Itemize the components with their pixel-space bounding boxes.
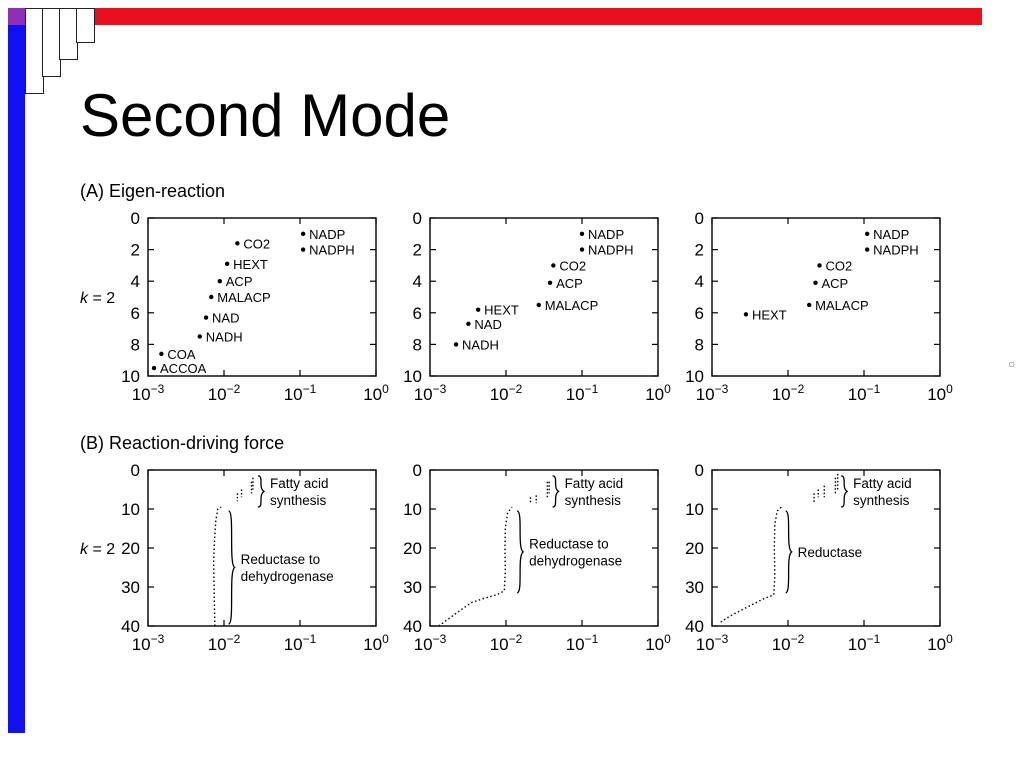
y-tick-label: 20 (403, 539, 422, 558)
data-point-label: CO2 (559, 258, 587, 274)
data-point (548, 281, 552, 285)
data-point-label: NADP (588, 226, 625, 242)
y-tick-label: 8 (694, 335, 704, 355)
panel-label: (B) Reaction-driving force (80, 433, 285, 453)
y-tick-label: 10 (685, 500, 704, 519)
annotation-label: dehydrogenase (529, 553, 623, 569)
annotation-label: Reductase (797, 544, 863, 560)
y-tick-label: 2 (130, 240, 140, 260)
y-tick-label: 4 (412, 272, 422, 292)
y-tick-label: 0 (412, 209, 422, 228)
data-point (454, 342, 458, 346)
x-tick-label: $10^{-2}$ (207, 382, 241, 404)
x-tick-label: $10^{-1}$ (565, 632, 599, 654)
x-tick-label: $10^{-3}$ (413, 632, 447, 654)
y-tick-label: 0 (694, 461, 704, 480)
chart-panel-a-3 (685, 209, 953, 404)
y-tick-label: 30 (403, 578, 422, 597)
data-point (744, 312, 748, 316)
y-tick-label: 40 (685, 617, 704, 636)
annotation-brace (553, 476, 559, 507)
data-point (235, 241, 239, 245)
annotation-label: synthesis (564, 492, 621, 508)
y-tick-label: 2 (694, 240, 704, 260)
x-tick-label: $10^{-2}$ (489, 632, 523, 654)
x-tick-label: $10^0$ (363, 632, 389, 654)
annotation-label: Fatty acid (853, 475, 912, 491)
x-tick-label: $10^0$ (645, 632, 671, 654)
data-point-label: NADPH (873, 242, 919, 258)
annotation-brace (841, 476, 847, 507)
x-tick-label: $10^{-2}$ (489, 382, 523, 404)
x-tick-label: $10^{-1}$ (283, 632, 317, 654)
data-curve (214, 507, 222, 626)
data-point (865, 247, 869, 251)
y-tick-label: 0 (412, 461, 422, 480)
data-curve (439, 507, 512, 626)
x-tick-label: $10^0$ (927, 632, 953, 654)
annotation-brace (786, 511, 792, 593)
data-point-label: HEXT (751, 307, 787, 323)
chart-panel-b-3 (685, 461, 953, 654)
y-tick-label: 40 (121, 617, 140, 636)
annotation-label: Reductase to (240, 552, 321, 567)
chart-panel-b-2 (403, 461, 671, 654)
row-label: k = 2 (80, 290, 116, 307)
y-tick-label: 0 (130, 209, 140, 228)
y-tick-label: 8 (130, 335, 140, 355)
data-point (807, 303, 811, 307)
y-tick-label: 30 (121, 578, 140, 597)
y-tick-label: 20 (121, 539, 140, 558)
chart-panel-a-2 (403, 209, 671, 404)
y-tick-label: 0 (694, 209, 704, 228)
data-point (159, 352, 163, 356)
data-point (198, 334, 202, 338)
data-point (152, 366, 156, 370)
annotation-label: dehydrogenase (240, 569, 334, 584)
annotation-label: synthesis (269, 492, 327, 508)
x-tick-label: $10^{-1}$ (847, 632, 881, 654)
x-tick-label: $10^{-3}$ (695, 382, 729, 404)
data-point-label: NAD (474, 316, 502, 332)
scan-artifact: ○ (1008, 357, 1016, 371)
data-point-label: ACP (821, 275, 849, 291)
annotation-brace (517, 511, 523, 593)
y-tick-label: 8 (412, 335, 422, 355)
x-tick-label: $10^0$ (363, 382, 389, 404)
data-point-label: NADP (309, 226, 346, 242)
y-tick-label: 6 (694, 303, 704, 323)
annotation-label: Fatty acid (269, 475, 329, 491)
y-tick-label: 40 (403, 617, 422, 636)
annotation-brace (229, 511, 235, 624)
data-point (476, 307, 480, 311)
data-point (551, 263, 555, 267)
data-point-label: NADPH (309, 242, 355, 258)
x-tick-label: $10^{-2}$ (771, 382, 805, 404)
x-tick-label: $10^{-3}$ (695, 632, 729, 654)
y-tick-label: 6 (412, 303, 422, 323)
data-point (580, 232, 584, 236)
y-tick-label: 10 (403, 500, 422, 519)
y-tick-label: 10 (403, 367, 422, 386)
x-tick-label: $10^{-1}$ (847, 382, 881, 404)
data-point-label: MALACP (815, 297, 869, 313)
row-label: k = 2 (80, 541, 116, 558)
data-point-label: ACCOA (160, 361, 207, 377)
y-tick-label: 4 (694, 272, 704, 292)
x-tick-label: $10^{-3}$ (131, 382, 165, 404)
x-tick-label: $10^0$ (645, 382, 671, 404)
data-point-label: CO2 (243, 236, 271, 252)
chart-panel-a-1 (80, 181, 389, 404)
data-point-label: MALACP (544, 297, 599, 313)
data-point (537, 303, 541, 307)
x-tick-label: $10^{-3}$ (413, 382, 447, 404)
data-point (209, 295, 213, 299)
data-point-label: MALACP (217, 290, 271, 305)
data-point (225, 262, 229, 266)
x-tick-label: $10^{-3}$ (131, 632, 165, 654)
y-tick-label: 10 (685, 367, 704, 386)
data-point (580, 247, 584, 251)
annotation-label: synthesis (853, 492, 910, 508)
y-tick-label: 2 (412, 240, 422, 260)
annotation-label: Fatty acid (564, 475, 624, 491)
annotation-label: Reductase to (529, 536, 609, 552)
data-point-label: NADH (462, 337, 499, 353)
panel-label: (A) Eigen-reaction (80, 181, 226, 201)
y-tick-label: 10 (121, 500, 140, 519)
annotation-brace (258, 476, 264, 507)
data-point-label: NADPH (588, 242, 634, 258)
data-point (865, 232, 869, 236)
data-point-label: HEXT (484, 302, 519, 318)
data-point (301, 247, 305, 251)
data-point-label: COA (167, 346, 196, 362)
data-point (813, 281, 817, 285)
y-tick-label: 6 (130, 303, 140, 323)
data-point-label: NADH (205, 329, 243, 345)
data-curve (721, 507, 782, 622)
x-tick-label: $10^{-1}$ (283, 382, 317, 404)
data-point-label: NAD (212, 310, 240, 326)
data-point (466, 322, 470, 326)
data-point-label: ACP (556, 275, 583, 291)
data-point (204, 315, 208, 319)
x-tick-label: $10^{-1}$ (565, 382, 599, 404)
data-point-label: ACP (225, 274, 253, 290)
x-tick-label: $10^0$ (927, 382, 953, 404)
data-point-label: NADP (873, 226, 910, 242)
data-point-label: HEXT (233, 256, 268, 272)
y-tick-label: 10 (121, 367, 140, 386)
y-tick-label: 0 (130, 461, 140, 480)
x-tick-label: $10^{-2}$ (771, 632, 805, 654)
data-point (817, 263, 821, 267)
data-point-label: CO2 (825, 258, 853, 274)
x-tick-label: $10^{-2}$ (207, 632, 241, 654)
data-point (301, 232, 305, 236)
data-point (218, 279, 222, 283)
slide-title: Second Mode (80, 82, 451, 149)
chart-panel-b-1 (80, 433, 389, 654)
y-tick-label: 30 (685, 578, 704, 597)
y-tick-label: 20 (685, 539, 704, 558)
y-tick-label: 4 (130, 272, 140, 292)
